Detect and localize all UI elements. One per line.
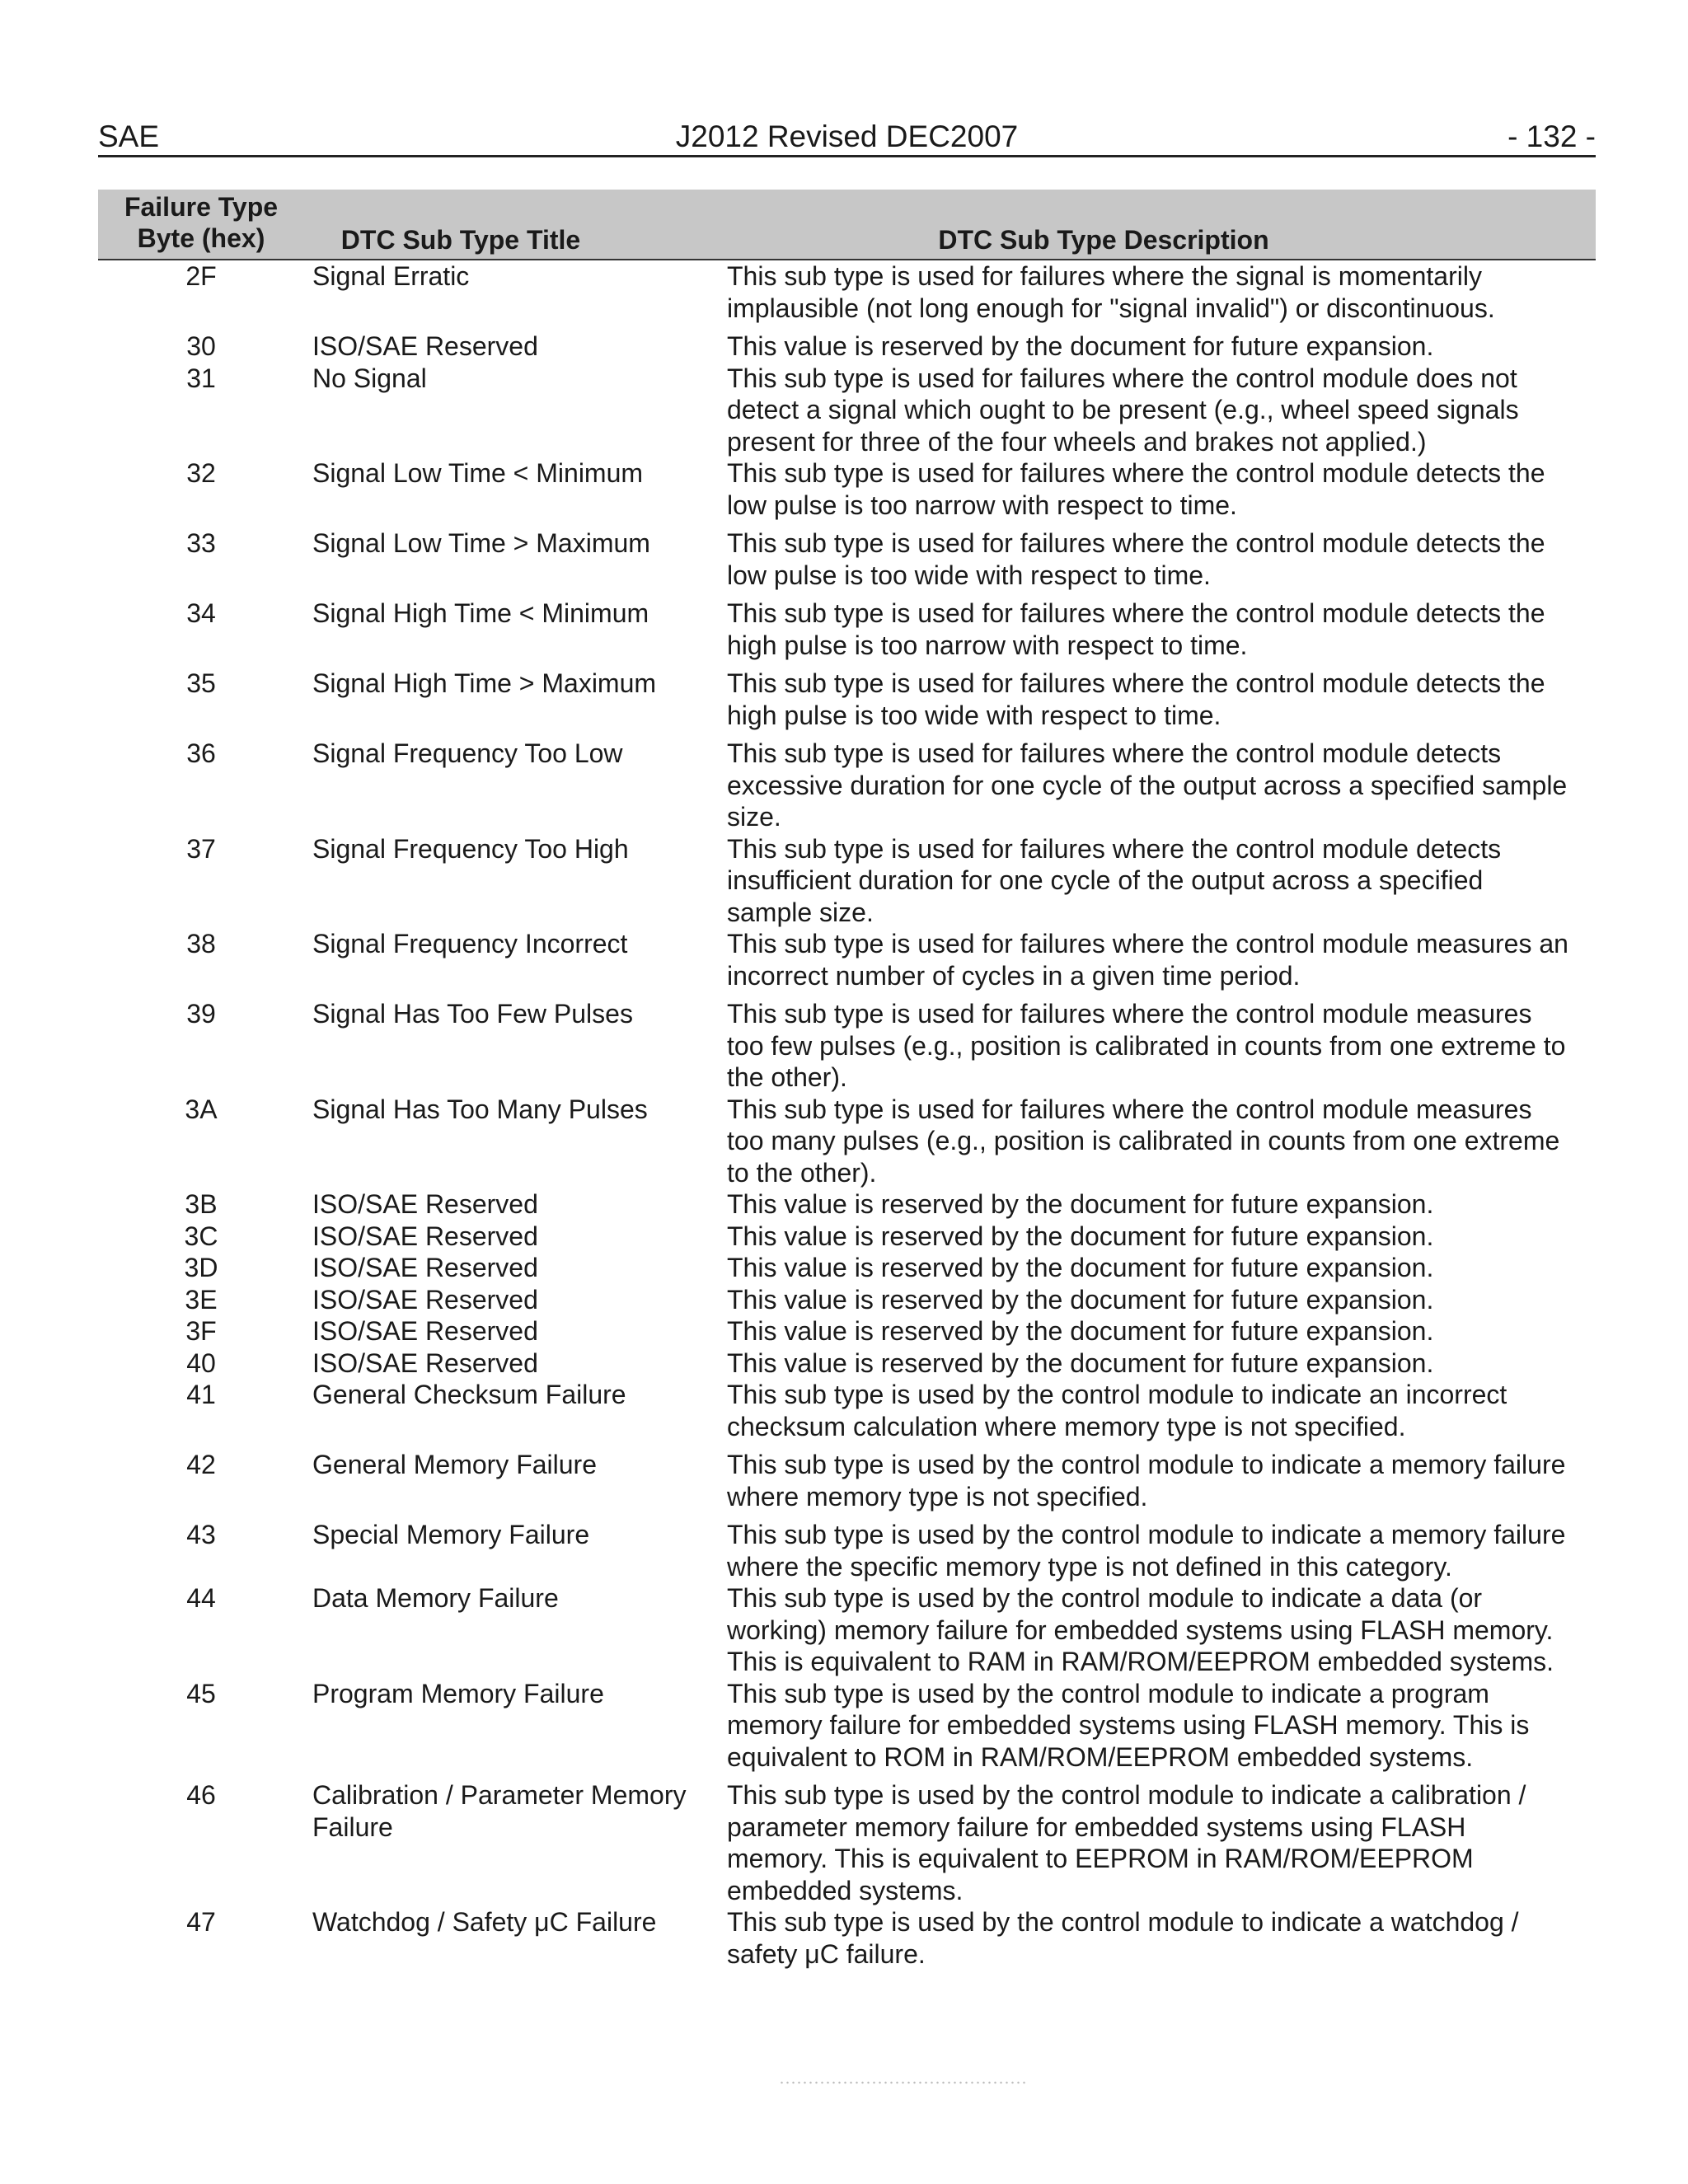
cell-description: This sub type is used for failures where the control module detects excessive duration for one cycle of the output across a specified sample size. (727, 738, 1568, 832)
cell-code: 42 (186, 1450, 216, 1479)
cell-title: Signal Frequency Too High (312, 833, 629, 864)
cell-code: 3A (185, 1094, 218, 1124)
table-row (98, 527, 1596, 591)
cell-title: Special Memory Failure (312, 1520, 590, 1549)
column-header-description: DTC Sub Type Description (938, 225, 1269, 255)
table-row (98, 1779, 1596, 1906)
header-page-number: - 132 - (1507, 120, 1596, 153)
header-org: SAE (98, 120, 160, 153)
cell-description: This sub type is used for failures where the control module detects insufficient duration for one cycle of the output across a specified sample size. (727, 833, 1502, 927)
table-row (98, 1906, 1596, 1970)
cell-title: ISO/SAE Reserved (312, 1284, 538, 1315)
table-row (98, 330, 1596, 363)
table-row (98, 833, 1596, 929)
page-header (98, 119, 1596, 157)
cell-description: This value is reserved by the document for future expansion. (727, 1221, 1434, 1251)
cell-code: 3C (184, 1221, 218, 1251)
cell-description: This value is reserved by the document for future expansion. (727, 1316, 1434, 1346)
column-header-failure-type-line1: Failure Type (124, 192, 279, 222)
cell-code: 41 (186, 1380, 216, 1409)
column-header-failure-type-line2: Byte (hex) (137, 223, 265, 253)
cell-code: 46 (186, 1780, 216, 1810)
cell-code: 38 (186, 929, 216, 958)
table-row (98, 1449, 1596, 1512)
cell-description: This value is reserved by the document for future expansion. (727, 1347, 1434, 1378)
header-document-id: J2012 Revised DEC2007 (675, 120, 1019, 153)
cell-code: 2F (185, 261, 217, 291)
cell-description: This sub type is used for failures where the signal is momentarily implausible (not long enough for "signal invalid") or discontinuous. (727, 261, 1495, 323)
cell-description: This sub type is used by the control module to indicate an incorrect checksum calculation where memory type is not specified. (727, 1380, 1507, 1441)
cell-description: This sub type is used by the control module to indicate a program memory failure for embedded systems using FLASH memory. This is equivalent to ROM in RAM/ROM/EEPROM embedded systems. (727, 1678, 1530, 1772)
cell-code: 30 (186, 331, 216, 361)
table-row (98, 1379, 1596, 1442)
cell-title: Signal Low Time > Maximum (312, 528, 650, 558)
table-row (98, 1188, 1596, 1221)
table-row (98, 363, 1596, 458)
cell-title: Program Memory Failure (312, 1678, 604, 1708)
cell-title: Signal Frequency Incorrect (312, 929, 628, 958)
cell-description: This sub type is used for failures where the control module does not detect a signal which ought to be present (e.g., wheel speed signals present for three of the four wheels and brakes not applied.) (727, 363, 1519, 457)
cell-title: No Signal (312, 363, 427, 393)
cell-description: This sub type is used by the control module to indicate a memory failure where the specific memory type is not defined in this category. (727, 1520, 1566, 1582)
cell-title: General Memory Failure (312, 1450, 597, 1479)
cell-title: Signal Frequency Too Low (312, 738, 623, 768)
table-row (98, 598, 1596, 661)
table-body (98, 260, 1596, 1970)
cell-title: ISO/SAE Reserved (312, 1189, 538, 1219)
cell-description: This sub type is used for failures where the control module detects the low pulse is too wide with respect to time. (727, 528, 1545, 590)
cell-title: Data Memory Failure (312, 1583, 559, 1613)
cell-code: 37 (186, 833, 216, 864)
cell-title: Signal Low Time < Minimum (312, 458, 644, 488)
table-row (98, 260, 1596, 324)
cell-description: This sub type is used by the control module to indicate a watchdog / safety μC failure. (727, 1907, 1519, 1969)
cell-description: This sub type is used for failures where the control module measures too few pulses (e.g., position is calibrated in counts from one extreme to the other). (727, 999, 1566, 1092)
cell-title: General Checksum Failure (312, 1380, 626, 1409)
cell-code: 43 (186, 1520, 216, 1549)
cell-code: 34 (186, 598, 216, 628)
cell-title: ISO/SAE Reserved (312, 1221, 538, 1251)
table-row (98, 1519, 1596, 1582)
cell-code: 39 (186, 999, 216, 1029)
cell-code: 35 (186, 668, 216, 698)
cell-description: This value is reserved by the document for future expansion. (727, 1253, 1434, 1282)
cell-code: 33 (186, 528, 216, 558)
table-row (98, 668, 1596, 731)
table-row (98, 998, 1596, 1094)
cell-title: Signal High Time > Maximum (312, 668, 657, 698)
cell-title: Signal High Time < Minimum (312, 598, 649, 628)
cell-code: 47 (186, 1907, 216, 1937)
cell-code: 45 (186, 1678, 216, 1708)
table-row (98, 1678, 1596, 1774)
cell-description: This sub type is used by the control module to indicate a calibration / parameter memory failure for embedded systems using FLASH memory. This is equivalent to EEPROM in RAM/ROM/EEPROM embedded systems. (727, 1780, 1526, 1905)
cell-title: Watchdog / Safety μC Failure (312, 1907, 657, 1937)
table-row (98, 1252, 1596, 1284)
column-header-title: DTC Sub Type Title (340, 225, 581, 255)
table-row (98, 1582, 1596, 1678)
cell-title: ISO/SAE Reserved (312, 331, 538, 361)
table-row (98, 928, 1596, 991)
table-row (98, 1094, 1596, 1189)
cell-title: Calibration / Parameter Memory Failure (312, 1780, 687, 1842)
cell-code: 31 (186, 363, 216, 393)
cell-code: 3D (184, 1253, 218, 1282)
table-row (98, 1284, 1596, 1316)
table-header (98, 190, 1596, 260)
table-row (98, 1315, 1596, 1347)
column-header-failure-type (98, 191, 304, 254)
cell-description: This value is reserved by the document for future expansion. (727, 1284, 1434, 1315)
cell-title: Signal Has Too Few Pulses (312, 999, 633, 1029)
table-row (98, 457, 1596, 521)
cell-description: This sub type is used for failures where the control module measures an incorrect number of cycles in a given time period. (727, 929, 1568, 991)
cell-description: This sub type is used for failures where the control module detects the high pulse is too narrow with respect to time. (727, 598, 1545, 660)
cell-description: This value is reserved by the document for future expansion. (727, 331, 1434, 361)
cell-description: This sub type is used by the control module to indicate a data (or working) memory failure for embedded systems using FLASH memory. This is equivalent to RAM in RAM/ROM/EEPROM embedded systems. (727, 1583, 1554, 1676)
cell-title: Signal Has Too Many Pulses (312, 1094, 648, 1124)
table-row (98, 738, 1596, 833)
cell-description: This sub type is used for failures where the control module detects the high pulse is too wide with respect to time. (727, 668, 1545, 730)
cell-code: 36 (186, 738, 216, 768)
cell-title: ISO/SAE Reserved (312, 1253, 538, 1282)
cell-description: This sub type is used for failures where the control module detects the low pulse is too narrow with respect to time. (727, 458, 1545, 520)
cell-title: ISO/SAE Reserved (312, 1347, 538, 1378)
cell-code: 3E (185, 1284, 218, 1315)
table-row (98, 1347, 1596, 1380)
cell-code: 40 (186, 1347, 216, 1378)
cell-code: 3B (185, 1189, 218, 1219)
cell-description: This sub type is used for failures where the control module measures too many pulses (e.g., position is calibrated in counts from one extreme to the other). (727, 1094, 1560, 1188)
cell-description: This sub type is used by the control module to indicate a memory failure where memory type is not specified. (727, 1450, 1566, 1511)
cell-description: This value is reserved by the document for future expansion. (727, 1189, 1434, 1219)
cell-title: ISO/SAE Reserved (312, 1316, 538, 1346)
footer-dotted-mark (779, 2080, 1026, 2085)
cell-code: 44 (186, 1583, 216, 1613)
cell-code: 3F (185, 1316, 217, 1346)
cell-code: 32 (186, 458, 216, 488)
table-row (98, 1221, 1596, 1253)
cell-title: Signal Erratic (312, 261, 470, 291)
